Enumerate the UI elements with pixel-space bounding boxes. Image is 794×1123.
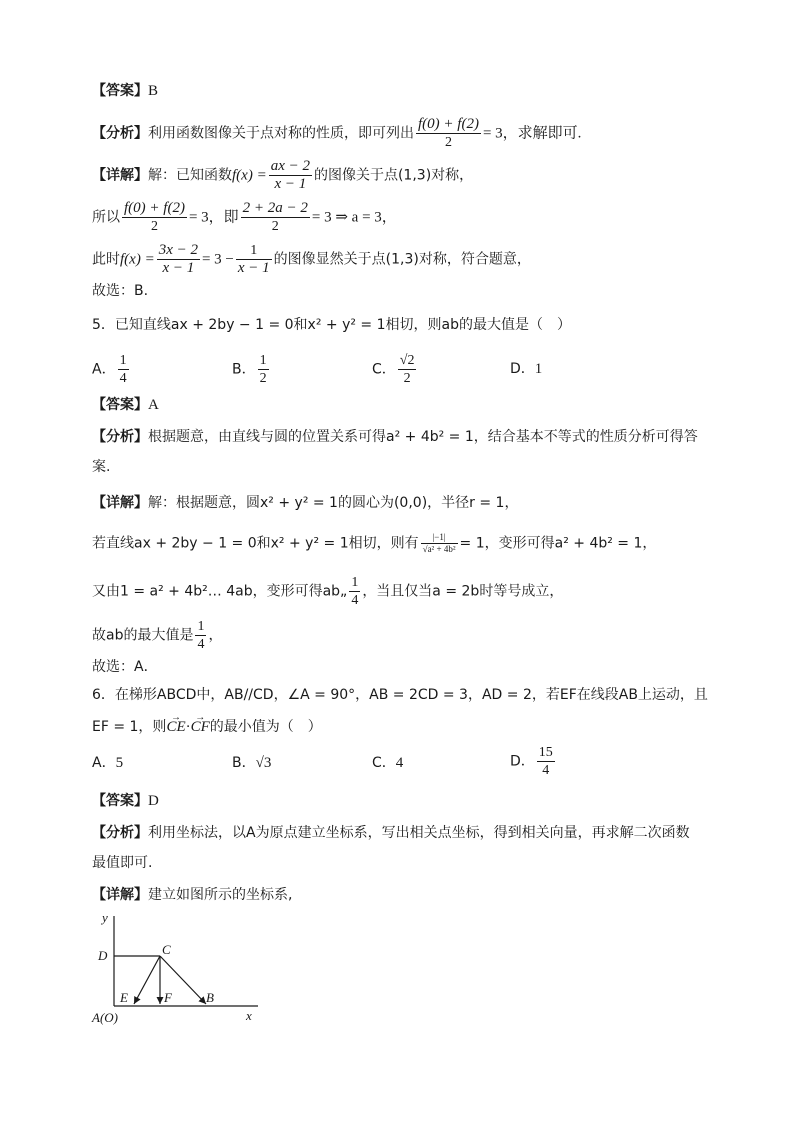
q6-detail-line: 【详解】建立如图所示的坐标系, — [92, 887, 293, 903]
answer-label: 【答案】 — [92, 83, 148, 99]
q6-option-c: C．4 — [372, 755, 404, 771]
detail-label: 【详解】 — [92, 167, 148, 184]
q4-detail-line-3: 此时f(x) = $\frac{3x - 2}{x - 1}$ = 3 − $\frac{1}{x - 1}$ 的图像显然关于点(1,3)对称，符合题意， — [92, 242, 531, 276]
q4-fx-fraction: $\frac{ax - 2}{x - 1}$ — [270, 158, 310, 192]
vector-ce: → CE — [166, 716, 185, 738]
q5-option-b: B． $\frac{1}{2}$ — [232, 353, 267, 386]
q5-analysis-line-1: 【分析】根据题意，由直线与圆的位置关系可得a² + 4b² = 1，结合基本不等式的性质分析可得答 — [92, 429, 698, 445]
q4-conclusion: 故选：B. — [92, 283, 149, 299]
q6-stem-line-2: EF = 1，则→ CE·→ CF的最小值为（ ） — [92, 716, 712, 738]
q4-answer-line — [92, 80, 712, 102]
q5-detail-line-2: 若直线ax + 2by − 1 = 0和x² + y² = 1相切，则有 $\frac{|-1|}{\text{√a² + 4b²}}$ = 1，变形可得a² + 4b² = 1， — [92, 532, 657, 554]
label-c: C — [162, 942, 171, 957]
q4-analysis-line — [92, 116, 712, 151]
q5-stem: 5．已知直线ax + 2by − 1 = 0和x² + y² = 1相切，则ab的最大值是（ ） — [92, 317, 571, 333]
vector-ce-arrow — [134, 956, 160, 1004]
q6-answer-line: 【答案】D — [92, 793, 159, 809]
label-f: F — [164, 990, 172, 1005]
trapezoid-coordinate-figure — [90, 908, 270, 1028]
q5-option-d: D．1 — [510, 361, 543, 377]
label-origin: A(O) — [92, 1010, 118, 1025]
vector-cf: → CF — [191, 716, 210, 738]
q5-detail-line-3: 又由1 = a² + 4b²… 4ab，变形可得ab„ $\frac{1}{4}$ ，当且仅当a = 2b时等号成立， — [92, 575, 564, 608]
q6-analysis-line-1: 【分析】利用坐标法，以A为原点建立坐标系，写出相关点坐标，得到相关向量，再求解二次函数 — [92, 825, 690, 841]
q5-answer: A — [148, 397, 159, 413]
q4-detail-line-1: 【详解】解：已知函数f(x) = $\frac{ax - 2}{x - 1}$ 的图像关于点(1,3)对称， — [92, 158, 474, 192]
q6-stem-line-1: 6．在梯形ABCD中，AB//CD，∠A = 90°，AB = 2CD = 3，AD = 2，若EF在线段AB上运动，且 — [92, 687, 708, 703]
q6-option-a: A．5 — [92, 755, 124, 771]
q4-answer: B — [148, 83, 159, 99]
q5-answer-line: 【答案】A — [92, 397, 159, 413]
q4-detail-line-2: 所以 $\frac{f(0) + f(2)}{2}$ = 3，即 $\frac{2 + 2a - 2}{2}$ = 3 ⇒ a = 3， — [92, 200, 397, 234]
q5-option-a: A． $\frac{1}{4}$ — [92, 353, 127, 386]
q6-answer: D — [148, 793, 159, 809]
label-d: D — [98, 948, 108, 963]
label-y: y — [102, 910, 108, 925]
label-x: x — [246, 1008, 252, 1023]
q6-analysis-line-2: 最值即可. — [92, 855, 153, 871]
label-b: B — [206, 990, 214, 1005]
q4-analysis-fraction: $\frac{f(0) + f(2)}{2}$ — [418, 116, 479, 150]
q5-conclusion: 故选：A． — [92, 659, 158, 675]
q6-option-b: B．√3 — [232, 755, 272, 771]
q5-detail-line-4: 故ab的最大值是 $\frac{1}{4}$ ， — [92, 619, 223, 652]
label-e: E — [120, 990, 128, 1005]
q6-option-d: D． $\frac{15}{4}$ — [510, 745, 553, 778]
q4-analysis-suffix: = 3，求解即可. — [482, 125, 582, 142]
q5-analysis-line-2: 案. — [92, 459, 111, 475]
q4-analysis-prefix: 利用函数图像关于点对称的性质，即可列出 — [148, 125, 414, 142]
q5-option-c: C． $\frac{√2}{2}$ — [372, 353, 415, 386]
q5-detail-line-1: 【详解】解：根据题意，圆x² + y² = 1的圆心为(0,0)，半径r = 1， — [92, 495, 519, 511]
analysis-label: 【分析】 — [92, 125, 148, 142]
